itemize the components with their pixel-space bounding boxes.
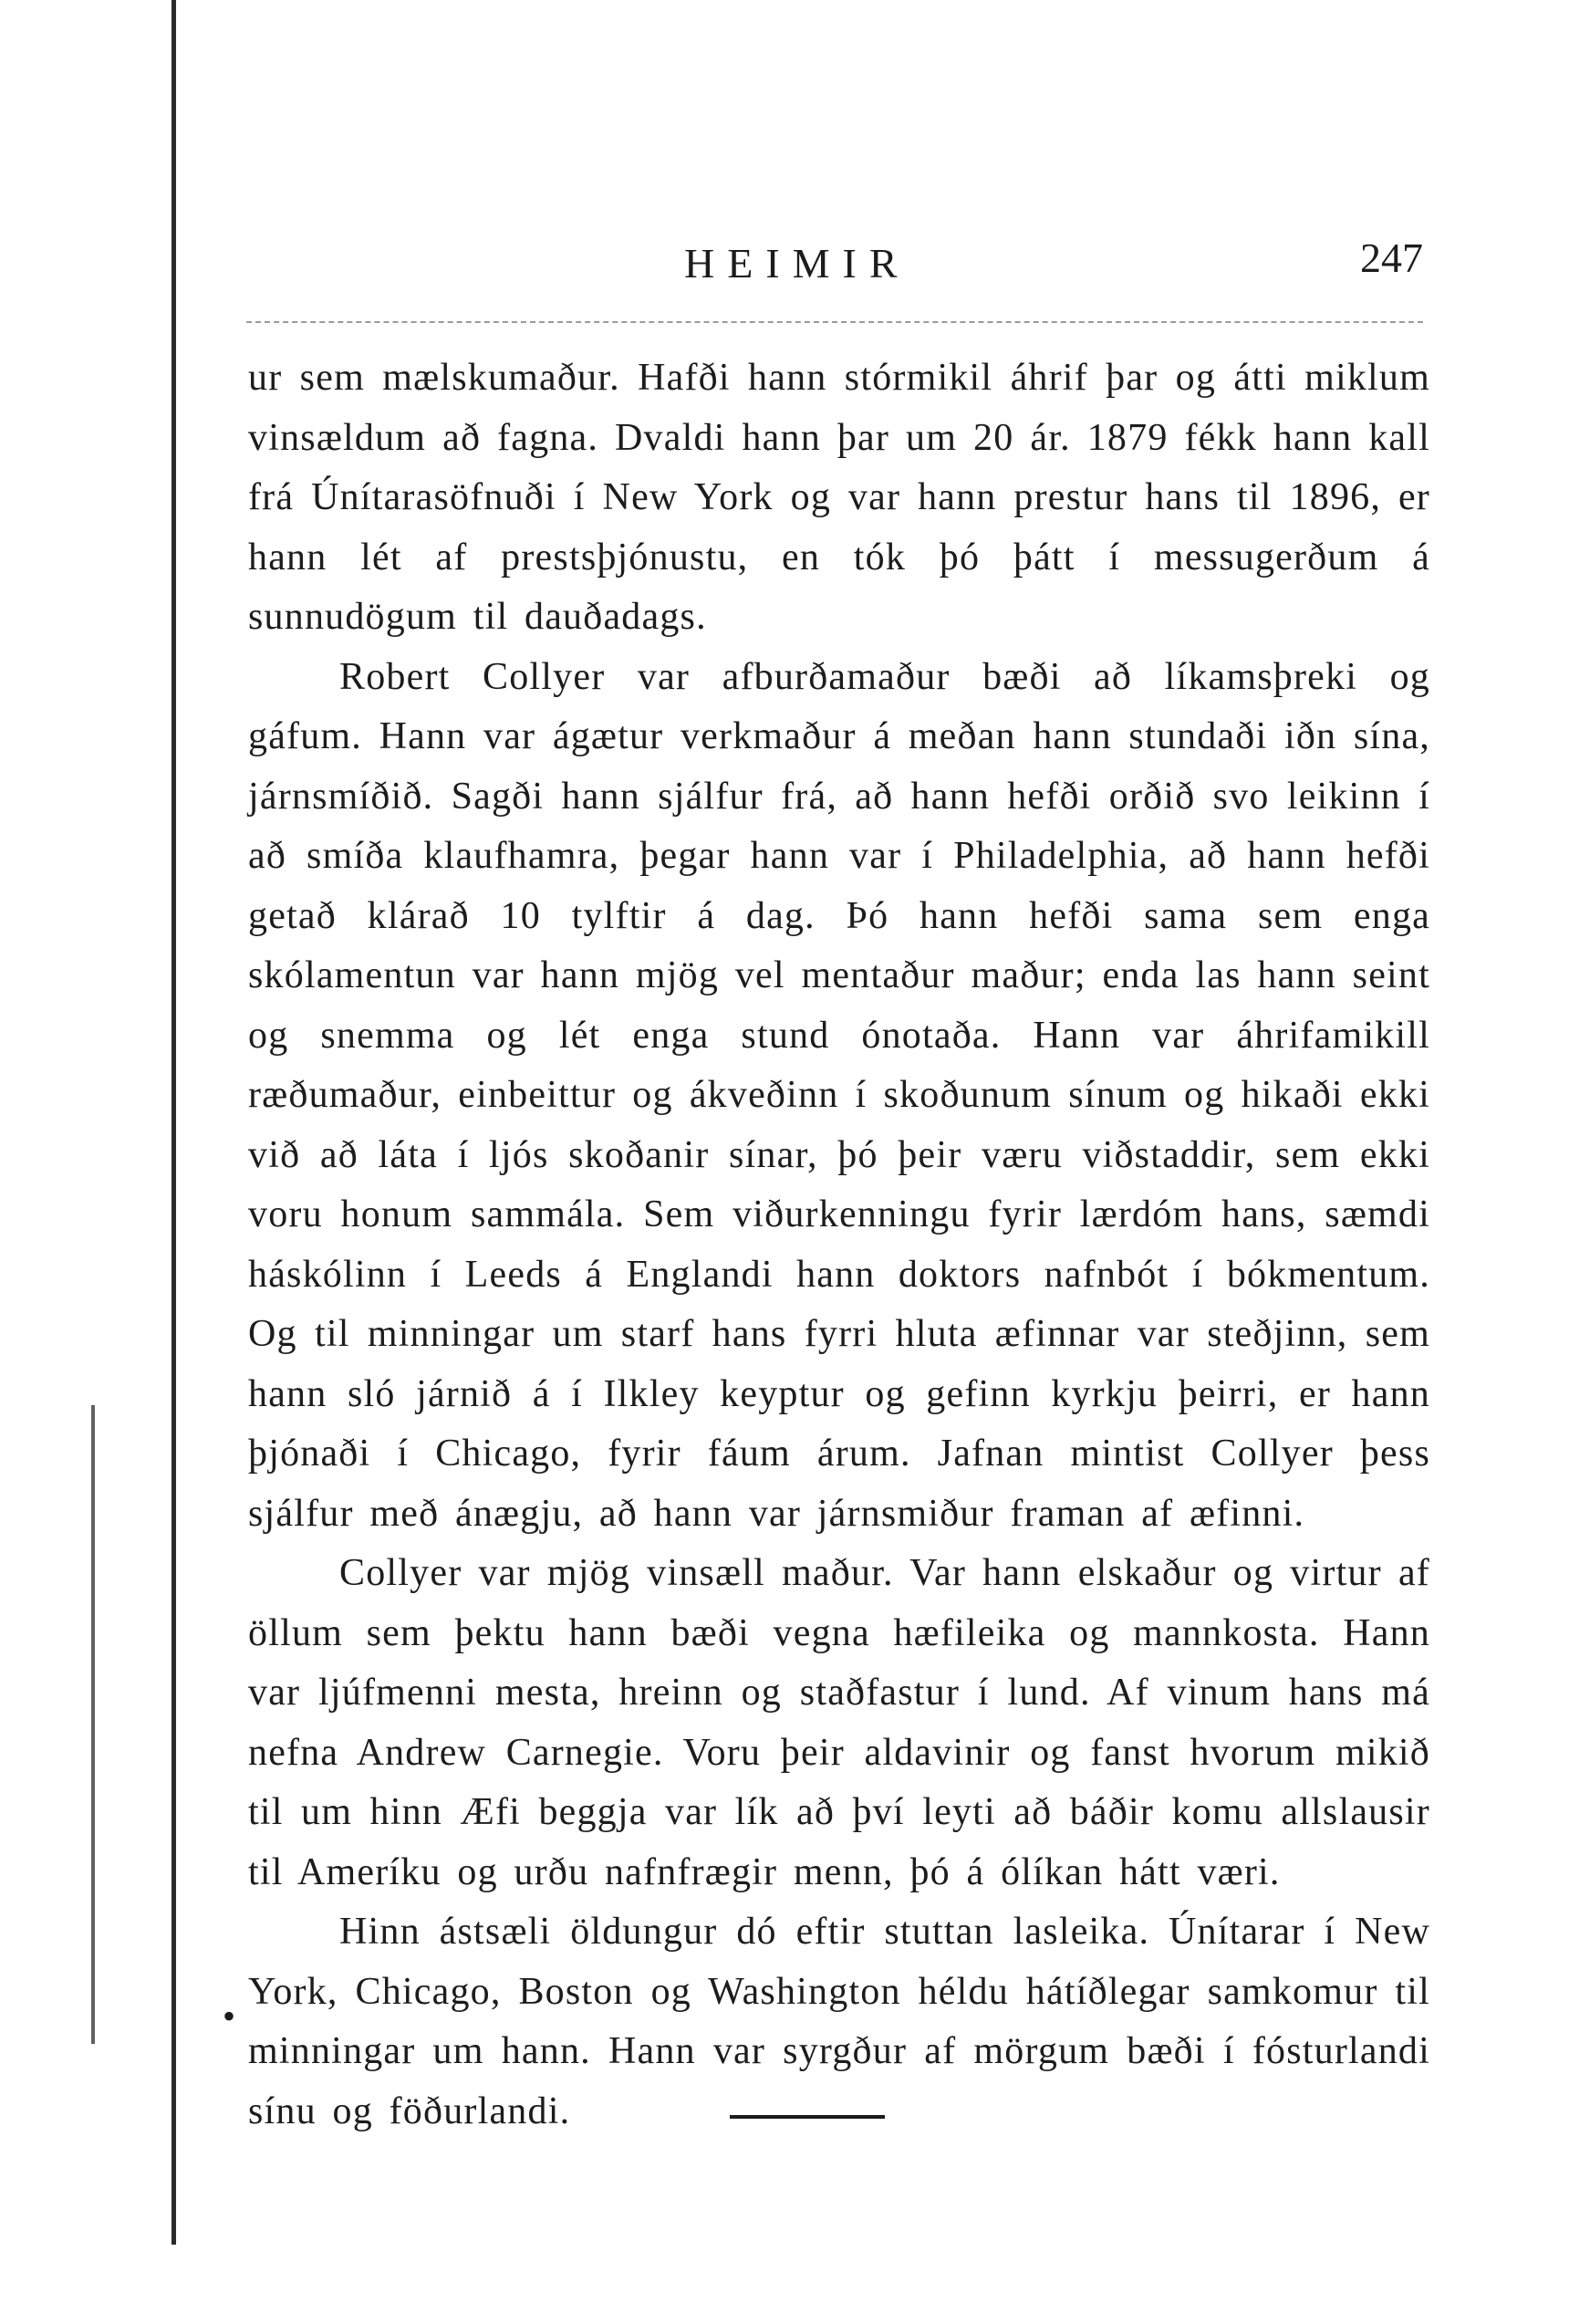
paragraph: Hinn ástsæli öldungur dó eftir stuttan lasleika. Únítarar í New York, Chicago, Boston og Washington héldu hátíðlegar samkomur til minningar um hann. Hann var syrgður af mörgum bæði í fósturlandi sínu og föðurlandi. <box>248 1911 1430 2132</box>
body-text <box>248 349 1430 2142</box>
header-rule <box>246 321 1423 323</box>
page-number: 247 <box>1360 234 1423 281</box>
end-rule <box>730 2115 885 2119</box>
paragraph: Collyer var mjög vinsæll maður. Var hann elskaður og virtur af öllum sem þektu hann bæði vegna hæfileika og mannkosta. Hann var ljúfmenni mesta, hreinn og staðfastur í lund. Af vinum hans má nefna Andrew Carnegie. Voru þeir aldavinir og fanst hvorum mikið til um hinn Æfi beggja var lík að því leyti að báðir komu allslausir til Ameríku og urðu nafnfrægir menn, þó á ólíkan hátt væri. <box>248 1552 1430 1893</box>
paragraph: ur sem mælskumaður. Hafði hann stórmikil áhrif þar og átti miklum vinsældum að fagna. Dvaldi hann þar um 20 ár. 1879 fékk hann kall frá Únítarasöfnuði í New York og var hann prestur hans til 1896, er hann lét af prestsþjónustu, en tók þó þátt í messugerðum á sunnudögum til dauðadags. <box>248 357 1430 638</box>
running-title: HEIMIR <box>684 240 910 287</box>
scan-artifact-line <box>91 1405 95 2044</box>
margin-mark: • <box>223 1996 236 2037</box>
binding-edge-line <box>171 0 176 2245</box>
paragraph: Robert Collyer var afburðamaður bæði að líkamsþreki og gáfum. Hann var ágætur verkmaður á meðan hann stundaði iðn sína, járnsmíðið. Sagði hann sjálfur frá, að hann hefði orðið svo leikinn í að smíða klaufhamra, þegar hann var í Philadelphia, að hann hefði getað klárað 10 tylftir á dag. Þó hann hefði sama sem enga skólamentun var hann mjög vel mentaður maður; enda las hann seint og snemma og lét enga stund ónotaða. Hann var áhrifamikill ræðumaður, einbeittur og ákveðinn í skoðunum sínum og hikaði ekki við að láta í ljós skoðanir sínar, þó þeir væru viðstaddir, sem ekki voru honum sammála. Sem viðurkenningu fyrir lærdóm hans, sæmdi háskólinn í Leeds á Englandi hann doktors nafnbót í bókmentum. Og til minningar um starf hans fyrri hluta æfinnar var steðjinn, sem hann sló járnið á í Ilkley keyptur og gefinn kyrkju þeirri, er hann þjónaði í Chicago, fyrir fáum árum. Jafnan mintist Collyer þess sjálfur með ánægju, að hann var járnsmiður framan af æfinni. <box>248 655 1430 1535</box>
page-header <box>246 234 1423 294</box>
